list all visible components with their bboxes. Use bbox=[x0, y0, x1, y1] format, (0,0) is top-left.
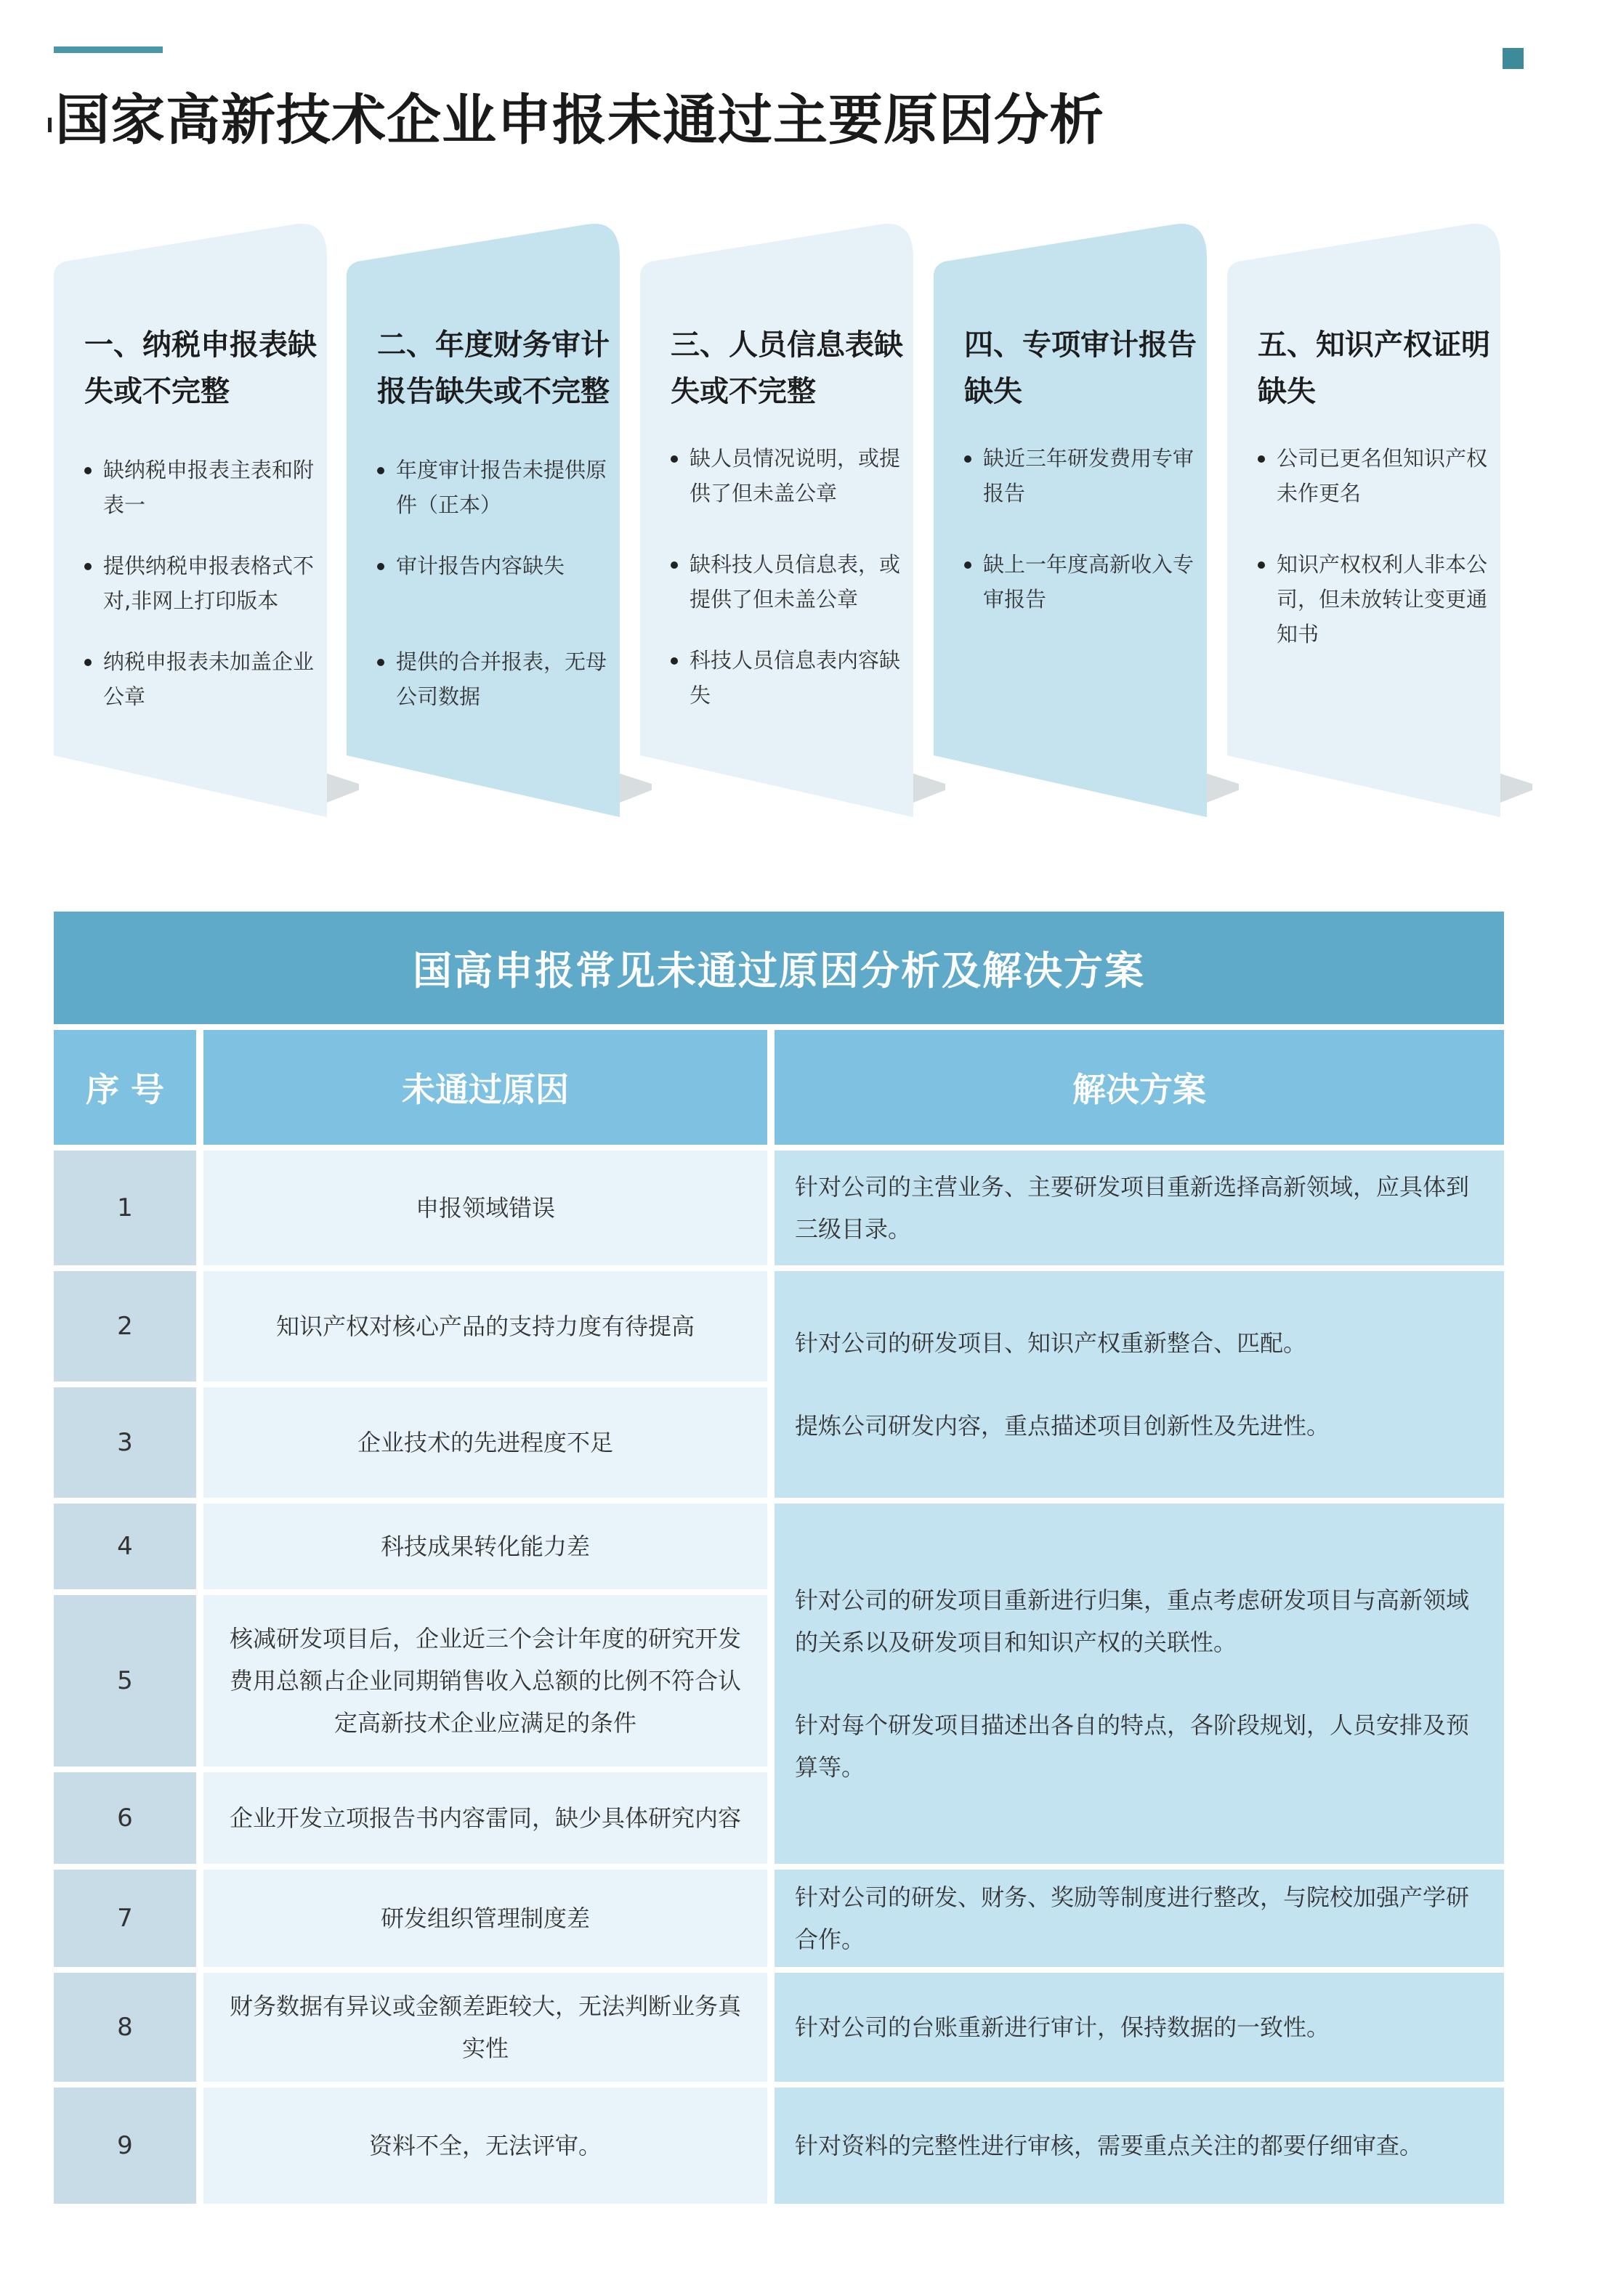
row-reason: 申报领域错误 bbox=[203, 1151, 767, 1265]
row-number: 3 bbox=[54, 1387, 196, 1498]
row-reason: 研发组织管理制度差 bbox=[203, 1870, 767, 1967]
card-5-list bbox=[1258, 441, 1490, 652]
row-number: 2 bbox=[54, 1271, 196, 1382]
page-title: 国家高新技术企业申报未通过主要原因分析 bbox=[55, 88, 1105, 152]
list-item: 提供纳税申报表格式不对,非网上打印版本 bbox=[84, 548, 317, 618]
solution-text: 针对每个研发项目描述出各自的特点，各阶段规划，人员安排及预算等。 bbox=[795, 1711, 1470, 1781]
row-solution bbox=[775, 1973, 1504, 2082]
solution-text: 针对公司的研发项目重新进行归集，重点考虑研发项目与高新领域的关系以及研发项目和知识产权的关联性。 bbox=[795, 1586, 1470, 1656]
row-solution bbox=[775, 2088, 1504, 2204]
list-item: 公司已更名但知识产权未作更名 bbox=[1258, 441, 1490, 511]
solution-text: 针对公司的主营业务、主要研发项目重新选择高新领域，应具体到三级目录。 bbox=[795, 1173, 1470, 1243]
list-item: 缺人员情况说明，或提供了但未盖公章 bbox=[671, 441, 903, 511]
card-2-title: 二、年度财务审计报告缺失或不完整 bbox=[377, 328, 610, 408]
reasons-section bbox=[54, 912, 1504, 2210]
col-header-reason: 未通过原因 bbox=[203, 1030, 767, 1145]
card-5 bbox=[1227, 222, 1500, 824]
table-row bbox=[54, 1504, 1504, 1589]
title-marker bbox=[48, 118, 52, 132]
row-solution bbox=[775, 1271, 1504, 1498]
col-header-number: 序 号 bbox=[54, 1030, 196, 1145]
list-item: 科技人员信息表内容缺失 bbox=[671, 643, 903, 713]
row-reason: 知识产权对核心产品的支持力度有待提高 bbox=[203, 1271, 767, 1382]
row-number: 4 bbox=[54, 1504, 196, 1589]
card-2 bbox=[347, 222, 620, 824]
list-item: 审计报告内容缺失 bbox=[377, 548, 610, 583]
card-1 bbox=[54, 222, 327, 824]
solution-text: 针对资料的完整性进行审核，需要重点关注的都要仔细审查。 bbox=[795, 2132, 1423, 2159]
col-header-solution: 解决方案 bbox=[775, 1030, 1504, 1145]
card-1-title: 一、纳税申报表缺失或不完整 bbox=[84, 328, 317, 408]
row-reason: 企业技术的先进程度不足 bbox=[203, 1387, 767, 1498]
row-reason: 科技成果转化能力差 bbox=[203, 1504, 767, 1589]
table-row bbox=[54, 1151, 1504, 1265]
solution-text: 针对公司的研发项目、知识产权重新整合、匹配。 bbox=[795, 1329, 1307, 1357]
table-heading-bar bbox=[54, 912, 1504, 1024]
card-1-list bbox=[84, 453, 317, 714]
card-3-title: 三、人员信息表缺失或不完整 bbox=[671, 328, 903, 408]
card-4-title: 四、专项审计报告缺失 bbox=[964, 328, 1197, 408]
list-item: 提供的合并报表，无母公司数据 bbox=[377, 644, 610, 714]
list-item: 缺纳税申报表主表和附表一 bbox=[84, 453, 317, 522]
solution-text: 针对公司的研发、财务、奖励等制度进行整改，与院校加强产学研合作。 bbox=[795, 1883, 1470, 1953]
card-3 bbox=[640, 222, 913, 824]
table-heading: 国高申报常见未通过原因分析及解决方案 bbox=[413, 948, 1145, 994]
row-solution bbox=[775, 1870, 1504, 1967]
row-number: 5 bbox=[54, 1595, 196, 1766]
card-4 bbox=[934, 222, 1207, 824]
card-2-list bbox=[377, 453, 610, 714]
table-header-row bbox=[54, 1030, 1504, 1145]
row-number: 9 bbox=[54, 2088, 196, 2204]
card-3-list bbox=[671, 441, 903, 713]
list-item: 缺近三年研发费用专审报告 bbox=[964, 441, 1197, 511]
corner-square-decoration bbox=[1503, 48, 1524, 69]
row-number: 8 bbox=[54, 1973, 196, 2082]
row-number: 7 bbox=[54, 1870, 196, 1967]
reasons-table bbox=[47, 1024, 1511, 2210]
top-accent-line bbox=[54, 46, 163, 53]
card-5-title: 五、知识产权证明缺失 bbox=[1258, 328, 1490, 408]
row-reason: 财务数据有异议或金额差距较大，无法判断业务真实性 bbox=[203, 1973, 767, 2082]
table-row bbox=[54, 2088, 1504, 2204]
table-row bbox=[54, 1870, 1504, 1967]
row-number: 1 bbox=[54, 1151, 196, 1265]
table-row bbox=[54, 1271, 1504, 1382]
solution-text: 针对公司的台账重新进行审计，保持数据的一致性。 bbox=[795, 2013, 1330, 2041]
list-item: 年度审计报告未提供原件（正本） bbox=[377, 453, 610, 522]
row-solution bbox=[775, 1151, 1504, 1265]
row-reason: 核减研发项目后，企业近三个会计年度的研究开发费用总额占企业同期销售收入总额的比例不符合认定高新技术企业应满足的条件 bbox=[203, 1595, 767, 1766]
table-row bbox=[54, 1973, 1504, 2082]
solution-text: 提炼公司研发内容，重点描述项目创新性及先进性。 bbox=[795, 1412, 1330, 1440]
card-4-list bbox=[964, 441, 1197, 617]
list-item: 缺上一年度高新收入专审报告 bbox=[964, 547, 1197, 617]
row-number: 6 bbox=[54, 1772, 196, 1864]
row-reason: 资料不全，无法评审。 bbox=[203, 2088, 767, 2204]
list-item: 知识产权权利人非本公司，但未放转让变更通知书 bbox=[1258, 547, 1490, 652]
list-item: 纳税申报表未加盖企业公章 bbox=[84, 644, 317, 714]
row-solution bbox=[775, 1504, 1504, 1864]
row-reason: 企业开发立项报告书内容雷同，缺少具体研究内容 bbox=[203, 1772, 767, 1864]
list-item: 缺科技人员信息表，或提供了但未盖公章 bbox=[671, 547, 903, 617]
